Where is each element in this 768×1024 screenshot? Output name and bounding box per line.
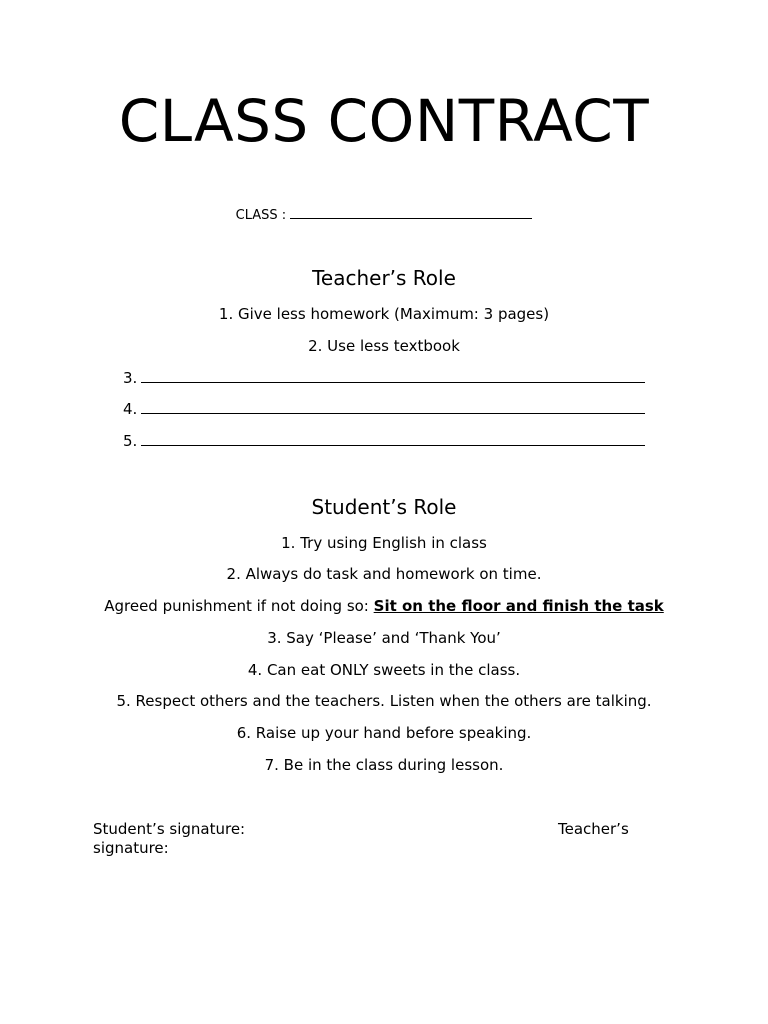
teacher-item-5-number: 5. xyxy=(123,432,138,450)
page-title: CLASS CONTRACT xyxy=(118,87,650,155)
teacher-item-3-blank xyxy=(123,368,645,388)
student-role-heading: Student’s Role xyxy=(311,495,457,519)
class-blank-line xyxy=(290,206,532,219)
punishment-prefix: Agreed punishment if not doing so: xyxy=(104,597,369,615)
student-item-4: 4. Can eat ONLY sweets in the class. xyxy=(247,661,521,679)
teacher-signature-label-part2: signature: xyxy=(93,839,169,857)
blank-line xyxy=(141,368,645,383)
student-item-7: 7. Be in the class during lesson. xyxy=(264,756,504,774)
class-label: CLASS : xyxy=(235,208,287,223)
teacher-item-4-blank xyxy=(123,399,645,419)
blank-line xyxy=(141,399,645,414)
class-field xyxy=(0,206,768,226)
student-item-1: 1. Try using English in class xyxy=(281,534,487,552)
teacher-item-5-blank xyxy=(123,431,645,451)
blank-line xyxy=(141,431,645,446)
student-item-5: 5. Respect others and the teachers. Listen when the others are talking. xyxy=(116,692,652,710)
student-item-6: 6. Raise up your hand before speaking. xyxy=(236,724,532,742)
teacher-item-4-number: 4. xyxy=(123,400,138,418)
student-signature-label: Student’s signature: xyxy=(93,820,246,838)
punishment-line xyxy=(0,596,768,616)
student-item-2: 2. Always do task and homework on time. xyxy=(226,565,542,583)
punishment-text: Sit on the floor and finish the task xyxy=(373,597,664,615)
student-item-3: 3. Say ‘Please’ and ‘Thank You’ xyxy=(267,629,501,647)
teacher-signature-label-part1: Teacher’s xyxy=(558,820,629,838)
teacher-item-2: 2. Use less textbook xyxy=(308,337,460,355)
teacher-item-1: 1. Give less homework (Maximum: 3 pages) xyxy=(218,305,550,323)
teacher-item-3-number: 3. xyxy=(123,369,138,387)
teacher-role-heading: Teacher’s Role xyxy=(312,266,456,290)
